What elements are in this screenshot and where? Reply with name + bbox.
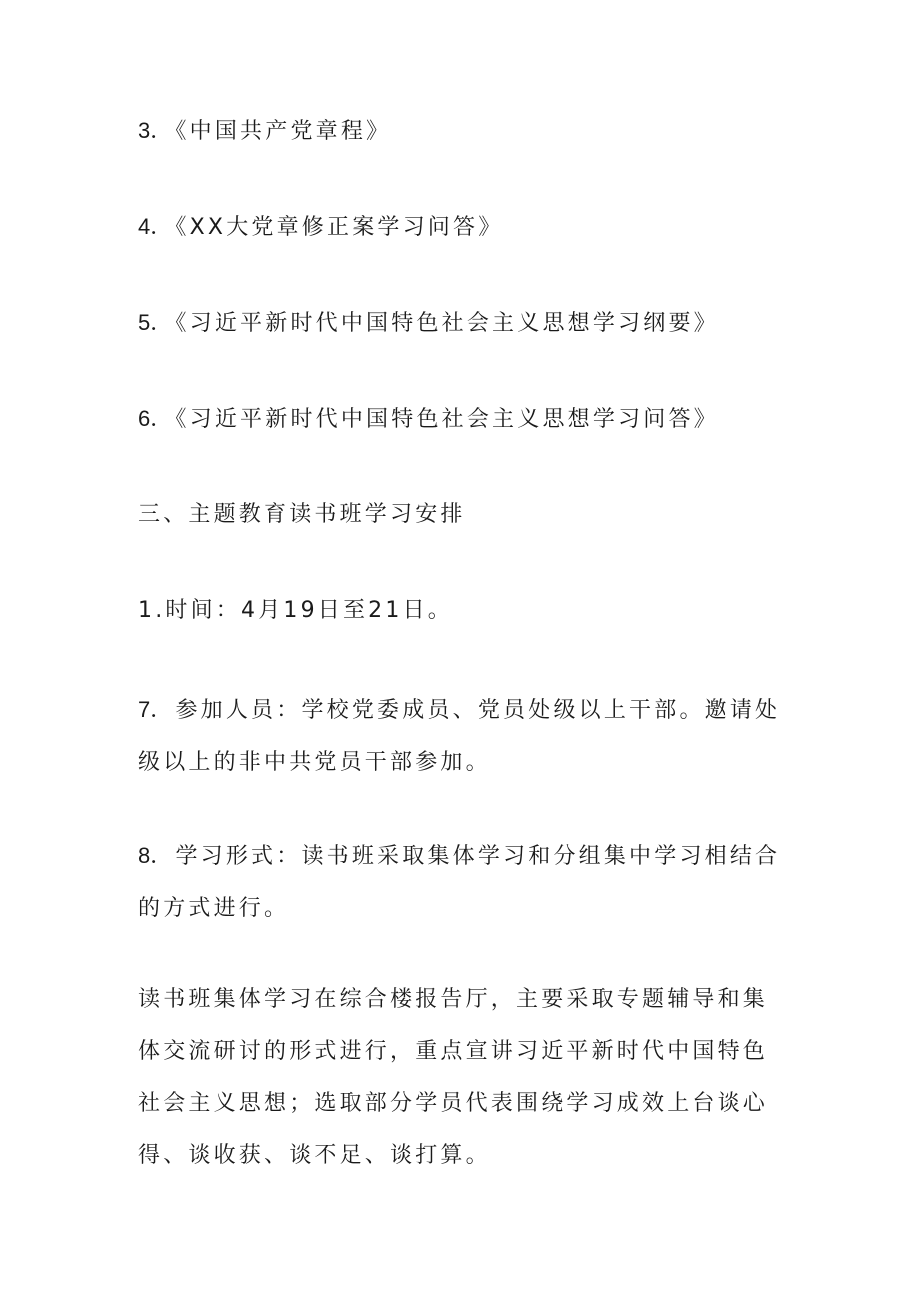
participants-paragraph — [138, 684, 788, 789]
participants-text: ．参加人员：学校党委成员、党员处级以上干部。邀请处级以上的非中共党员干部参加。 — [138, 698, 781, 775]
format-text: ．学习形式：读书班采取集体学习和分组集中学习相结合的方式进行。 — [138, 844, 781, 921]
list-item-text: ．《XX大党章修正案学习问答》 — [150, 215, 504, 240]
format-paragraph — [138, 830, 788, 935]
list-item-number: 6 — [138, 406, 151, 431]
list-item-number: 4 — [138, 214, 151, 239]
time-line: 1.时间：4月19日至21日。 — [138, 598, 453, 623]
list-item-text: ．《习近平新时代中国特色社会主义思想学习问答》 — [150, 407, 719, 432]
list-item-number: 3 — [138, 118, 151, 143]
list-item-6 — [138, 404, 788, 435]
list-item-number: 8 — [138, 843, 151, 868]
section-heading: 三、主题教育读书班学习安排 — [138, 502, 466, 527]
list-item-5 — [138, 308, 788, 339]
collective-study-paragraph: 读书班集体学习在综合楼报告厅，主要采取专题辅导和集体交流研讨的形式进行，重点宣讲习近平新时代中国特色社会主义思想；选取部分学员代表围绕学习成效上台谈心得、谈收获、谈不足、谈打算。 — [138, 987, 769, 1168]
list-item-text: ．《习近平新时代中国特色社会主义思想学习纲要》 — [150, 311, 719, 336]
list-item-text: ．《中国共产党章程》 — [150, 119, 392, 144]
list-item-number: 5 — [138, 310, 151, 335]
list-item-4 — [138, 212, 788, 243]
list-item-number: 7 — [138, 697, 151, 722]
list-item-3 — [138, 116, 788, 147]
